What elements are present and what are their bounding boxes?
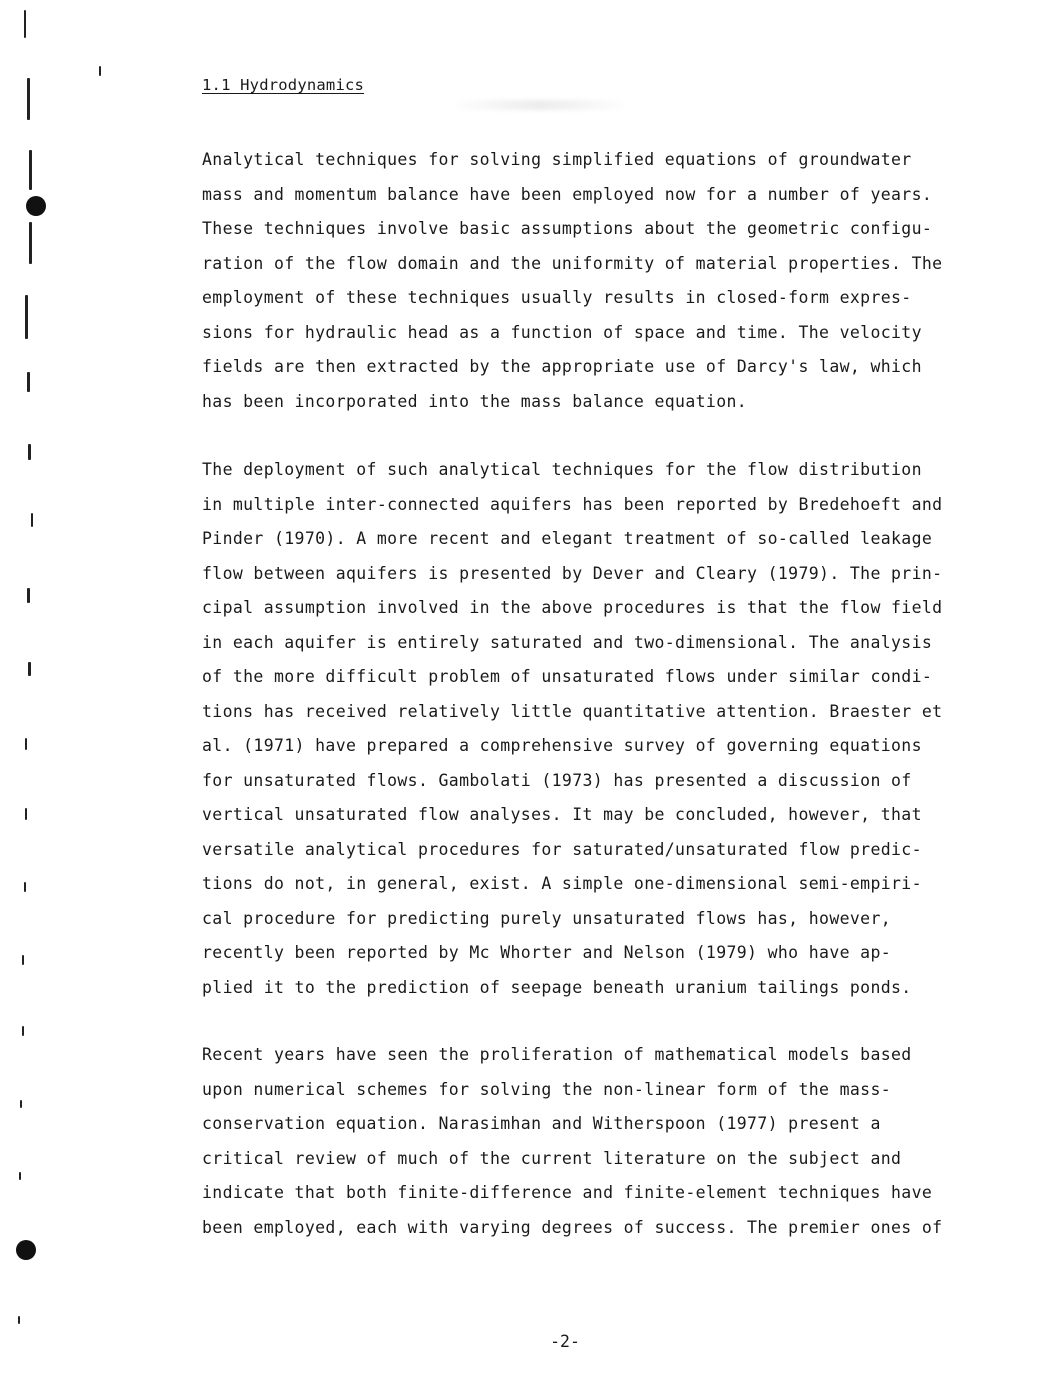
margin-mark: [99, 66, 101, 76]
text-line: Recent years have seen the proliferation of mathematical models based: [202, 1045, 912, 1064]
text-line: in multiple inter-connected aquifers has been reported by Bredehoeft and: [202, 494, 943, 514]
margin-mark: [24, 882, 26, 892]
page-number: -2-: [550, 1332, 580, 1351]
text-line: employment of these techniques usually results in closed-form expres-: [202, 288, 912, 307]
text-line: tions has received relatively little quantitative attention. Braester et: [202, 701, 943, 721]
section-heading: 1.1 Hydrodynamics: [202, 76, 365, 94]
text-line: upon numerical schemes for solving the non-linear form of the mass-: [202, 1079, 892, 1099]
margin-mark: [29, 222, 32, 264]
text-line: cal procedure for predicting purely unsaturated flows has, however,: [202, 908, 892, 928]
margin-mark: [19, 1172, 21, 1180]
text-line: fields are then extracted by the appropriate use of Darcy's law, which: [202, 357, 922, 376]
text-line: been employed, each with varying degrees of success. The premier ones of: [202, 1217, 943, 1237]
text-line: in each aquifer is entirely saturated and two-dimensional. The analysis: [202, 632, 933, 652]
text-line: Pinder (1970). A more recent and elegant treatment of so-called leakage: [202, 529, 933, 548]
text-line: indicate that both finite-difference and finite-element techniques have: [202, 1183, 933, 1202]
text-line: for unsaturated flows. Gambolati (1973) has presented a discussion of: [202, 770, 912, 790]
margin-mark: [24, 10, 26, 38]
margin-mark: [27, 78, 30, 120]
margin-mark: [28, 444, 31, 460]
margin-mark: [18, 1316, 20, 1324]
scan-smudge: [450, 100, 630, 110]
text-line: critical review of much of the current literature on the subject and: [202, 1148, 902, 1168]
margin-mark: [25, 808, 27, 820]
margin-mark: [27, 372, 30, 392]
text-line: vertical unsaturated flow analyses. It may be concluded, however, that: [202, 805, 922, 824]
margin-mark: [20, 1100, 22, 1108]
text-line: recently been reported by Mc Whorter and Nelson (1979) who have ap-: [202, 943, 892, 962]
text-line: The deployment of such analytical techniques for the flow distribution: [202, 460, 922, 479]
margin-mark: [22, 1026, 24, 1036]
binder-hole-top: [26, 196, 46, 216]
margin-mark: [29, 150, 32, 190]
margin-mark: [25, 295, 28, 339]
text-line: tions do not, in general, exist. A simple one-dimensional semi-empiri-: [202, 874, 922, 893]
margin-mark: [28, 662, 31, 676]
text-line: versatile analytical procedures for saturated/unsaturated flow predic-: [202, 839, 922, 859]
margin-mark: [22, 955, 24, 965]
text-line: al. (1971) have prepared a comprehensive survey of governing equations: [202, 736, 922, 755]
text-line: ration of the flow domain and the uniformity of material properties. The: [202, 253, 943, 273]
text-line: Analytical techniques for solving simplified equations of groundwater: [202, 150, 912, 169]
margin-mark: [25, 738, 27, 750]
text-line: plied it to the prediction of seepage beneath uranium tailings ponds.: [202, 977, 912, 997]
margin-mark: [31, 513, 33, 527]
text-line: cipal assumption involved in the above procedures is that the flow field: [202, 598, 943, 617]
text-line: sions for hydraulic head as a function of space and time. The velocity: [202, 322, 922, 342]
text-line: of the more difficult problem of unsaturated flows under similar condi-: [202, 667, 933, 686]
text-line: mass and momentum balance have been employed now for a number of years.: [202, 184, 933, 204]
text-line: conservation equation. Narasimhan and Witherspoon (1977) present a: [202, 1114, 881, 1133]
text-line: has been incorporated into the mass balance equation.: [202, 391, 748, 411]
text-line: These techniques involve basic assumptions about the geometric configu-: [202, 219, 933, 238]
text-line: flow between aquifers is presented by Dever and Cleary (1979). The prin-: [202, 563, 943, 583]
binder-hole-bottom: [16, 1240, 36, 1260]
margin-mark: [27, 588, 30, 603]
